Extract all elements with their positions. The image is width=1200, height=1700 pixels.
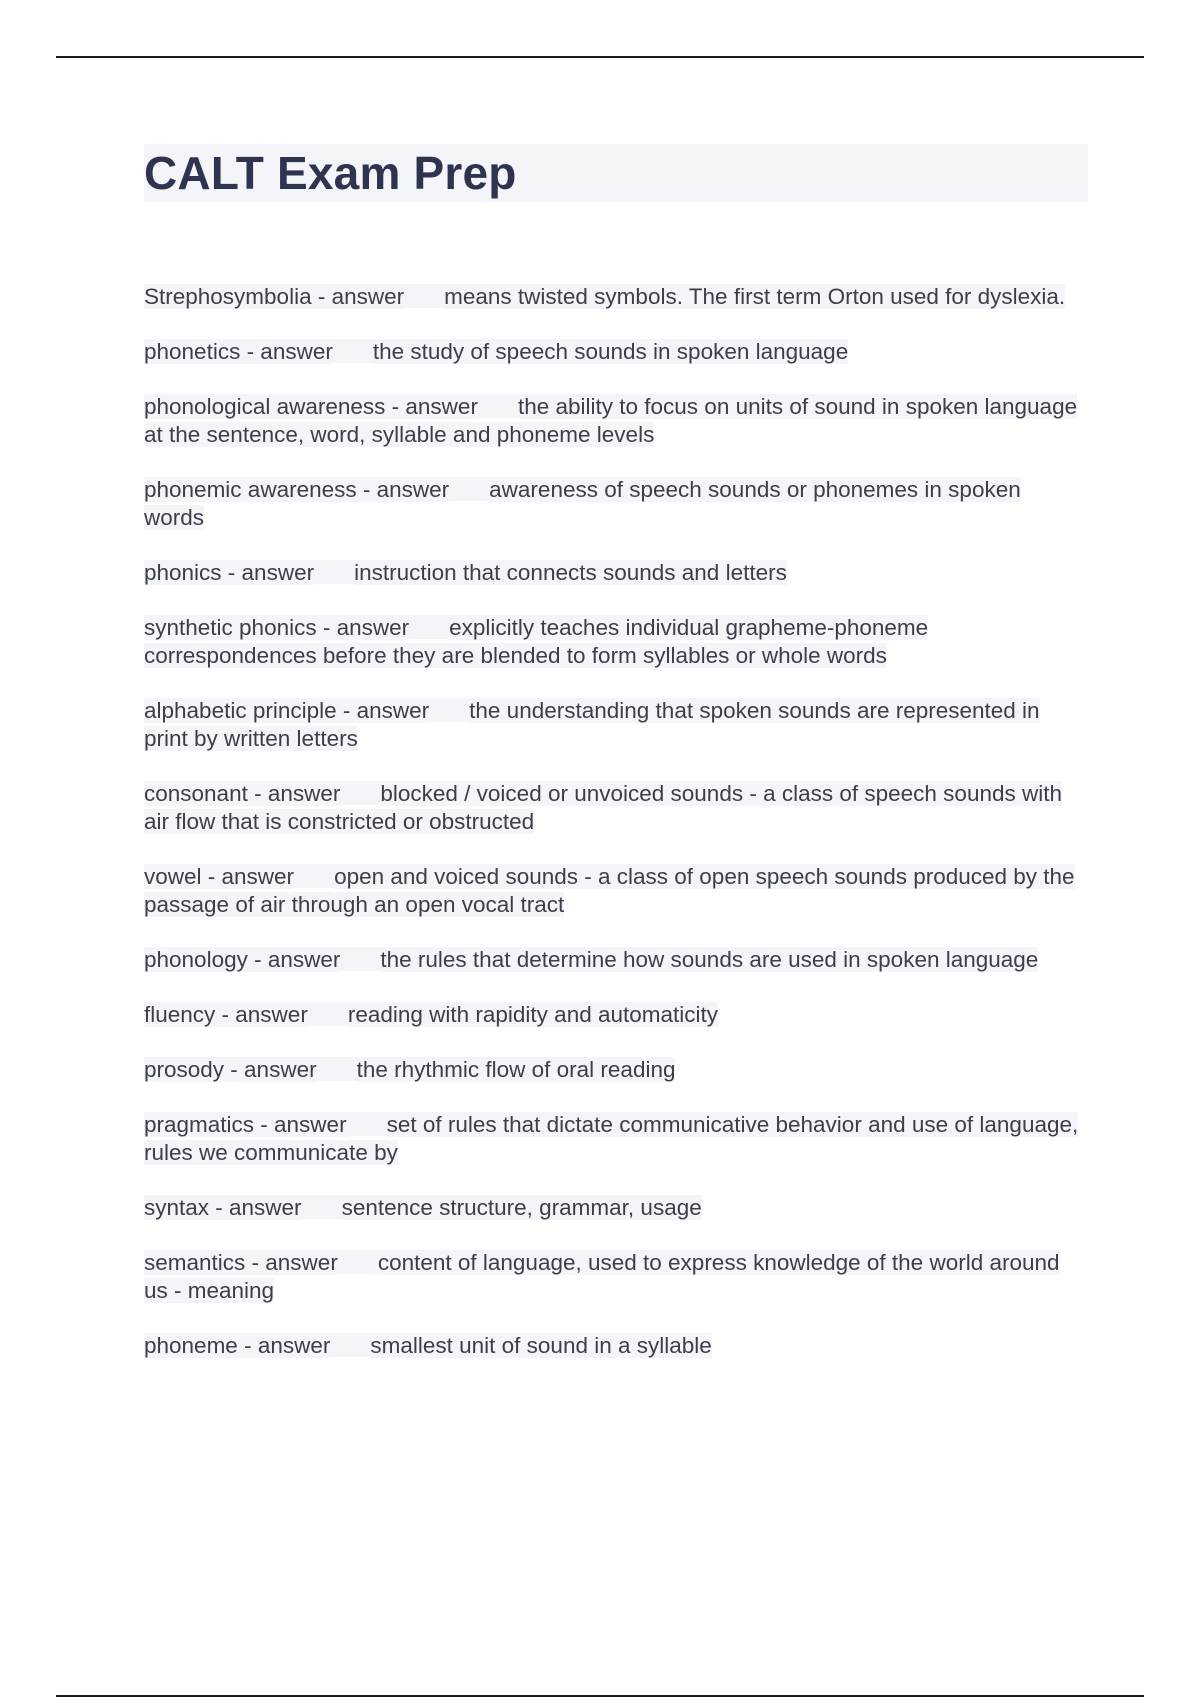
- flashcard-entry: [144, 1249, 1084, 1305]
- flashcard-entry: [144, 1194, 1084, 1222]
- page-title: CALT Exam Prep: [144, 147, 517, 199]
- entry-term: consonant - answer: [144, 781, 341, 806]
- entry-definition: content of language, used to express knowledge of the world around us - meaning: [144, 1250, 1060, 1303]
- flashcard-entry: [144, 1111, 1084, 1167]
- entry-term: synthetic phonics - answer: [144, 615, 410, 640]
- entry-separator: [294, 864, 334, 888]
- entry-term: phoneme - answer: [144, 1333, 331, 1358]
- entry-separator: [340, 947, 380, 971]
- entry-term: semantics - answer: [144, 1250, 338, 1275]
- flashcard-entry: [144, 614, 1084, 670]
- entry-separator: [338, 1250, 378, 1274]
- bottom-rule: [56, 1695, 1144, 1697]
- entry-term: pragmatics - answer: [144, 1112, 347, 1137]
- entry-term: Strephosymbolia - answer: [144, 284, 405, 309]
- flashcard-entry: [144, 283, 1084, 311]
- entry-separator: [404, 284, 444, 308]
- flashcard-entry: [144, 1332, 1084, 1360]
- entry-separator: [347, 1112, 387, 1136]
- entry-definition: the rhythmic flow of oral reading: [356, 1057, 676, 1082]
- entry-term: prosody - answer: [144, 1057, 317, 1082]
- flashcard-entry: [144, 393, 1084, 449]
- entry-definition: reading with rapidity and automaticity: [347, 1002, 719, 1027]
- entry-term: vowel - answer: [144, 864, 295, 889]
- entry-separator: [478, 394, 518, 418]
- entry-term: phonetics - answer: [144, 339, 333, 364]
- entry-term: fluency - answer: [144, 1002, 308, 1027]
- entry-term: syntax - answer: [144, 1195, 302, 1220]
- entry-definition: set of rules that dictate communicative behavior and use of language, rules we communicate by: [144, 1112, 1079, 1165]
- entry-definition: awareness of speech sounds or phonemes in spoken words: [144, 477, 1021, 530]
- entry-separator: [302, 1195, 342, 1219]
- entry-definition: the understanding that spoken sounds are represented in print by written letters: [144, 698, 1040, 751]
- flashcard-entry: [144, 338, 1084, 366]
- entry-separator: [308, 1002, 348, 1026]
- entry-definition: sentence structure, grammar, usage: [341, 1195, 702, 1220]
- entry-separator: [317, 1057, 357, 1081]
- entry-definition: the study of speech sounds in spoken language: [372, 339, 849, 364]
- flashcard-entry: [144, 1001, 1084, 1029]
- entry-definition: instruction that connects sounds and letters: [354, 560, 787, 585]
- flashcard-entry: [144, 1056, 1084, 1084]
- entry-separator: [429, 698, 469, 722]
- entry-definition: the rules that determine how sounds are used in spoken language: [380, 947, 1039, 972]
- entry-definition: the ability to focus on units of sound in spoken language at the sentence, word, syllable and phoneme levels: [144, 394, 1078, 447]
- entry-term: alphabetic principle - answer: [144, 698, 430, 723]
- entry-separator: [340, 781, 380, 805]
- entry-term: phonics - answer: [144, 560, 315, 585]
- entry-separator: [333, 339, 373, 363]
- entry-definition: means twisted symbols. The first term Orton used for dyslexia.: [444, 284, 1066, 309]
- flashcard-list: [144, 283, 1084, 1387]
- entry-definition: open and voiced sounds - a class of open speech sounds produced by the passage of air through an open vocal tract: [144, 864, 1075, 917]
- entry-separator: [449, 477, 489, 501]
- entry-term: phonology - answer: [144, 947, 341, 972]
- entry-term: phonological awareness - answer: [144, 394, 478, 419]
- entry-definition: explicitly teaches individual grapheme-phoneme correspondences before they are blended to form syllables or whole words: [144, 615, 929, 668]
- flashcard-entry: [144, 946, 1084, 974]
- flashcard-entry: [144, 476, 1084, 532]
- entry-separator: [409, 615, 449, 639]
- entry-definition: blocked / voiced or unvoiced sounds - a class of speech sounds with air flow that is constricted or obstructed: [144, 781, 1062, 834]
- entry-definition: smallest unit of sound in a syllable: [370, 1333, 712, 1358]
- entry-separator: [314, 560, 354, 584]
- flashcard-entry: [144, 780, 1084, 836]
- entry-term: phonemic awareness - answer: [144, 477, 450, 502]
- entry-separator: [330, 1333, 370, 1357]
- top-rule: [56, 56, 1144, 58]
- flashcard-entry: [144, 863, 1084, 919]
- flashcard-entry: [144, 697, 1084, 753]
- flashcard-entry: [144, 559, 1084, 587]
